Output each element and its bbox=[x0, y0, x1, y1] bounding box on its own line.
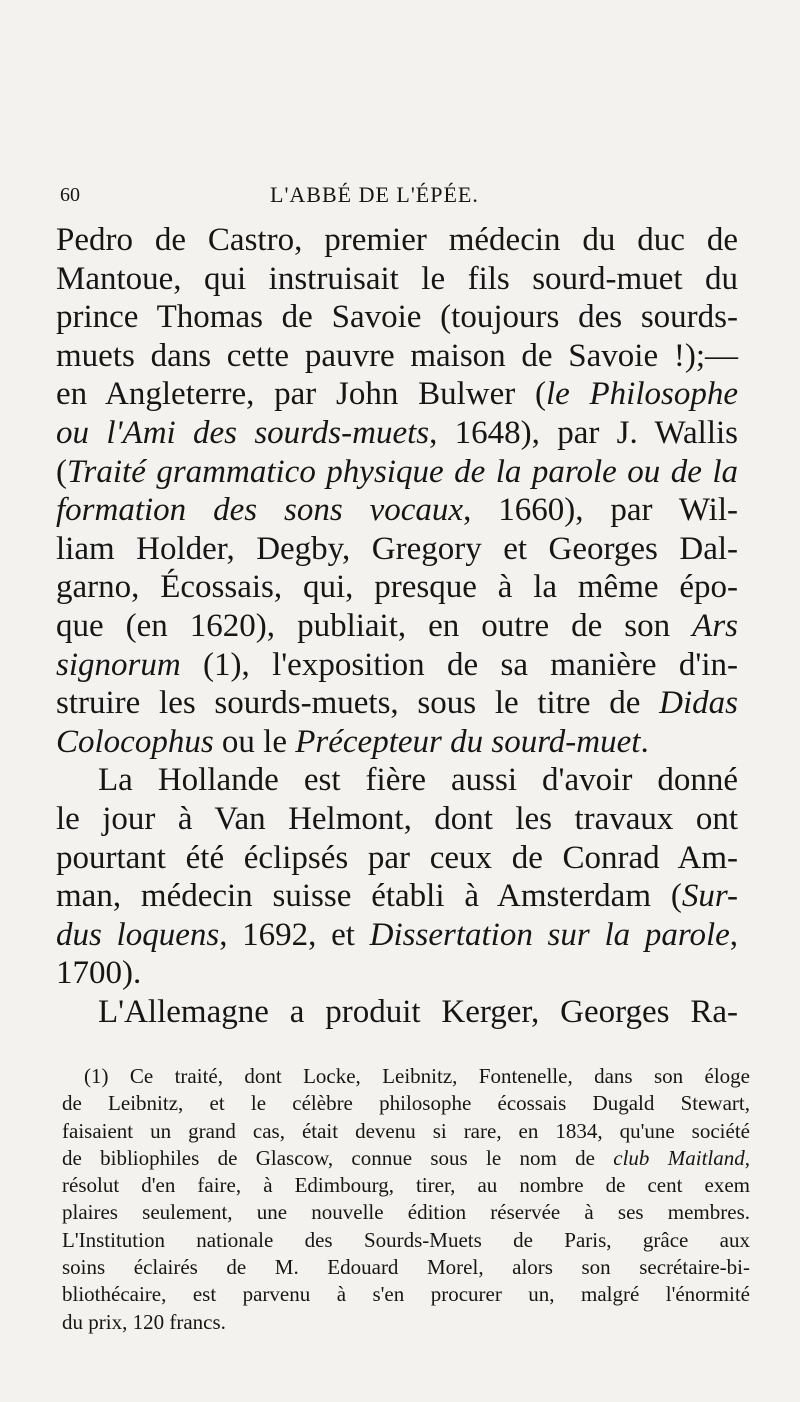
footnote-line: (1) Ce traité, dont Locke, Leibnitz, Fontenelle, dans son éloge bbox=[84, 1064, 750, 1088]
page-number: 60 bbox=[60, 184, 80, 206]
footnote-line: plaires seulement, une nouvelle édition réservée à ses membres. bbox=[62, 1200, 750, 1225]
body-line: garno, Écossais, qui, presque à la même épo- bbox=[56, 569, 738, 606]
body-line: formation des sons vocaux, 1660), par Wil- bbox=[56, 492, 739, 529]
body-line: pourtant été éclipsés par ceux de Conrad Am- bbox=[56, 839, 738, 876]
footnote-line: du prix, 120 francs. bbox=[62, 1309, 226, 1334]
footnote-line: soins éclairés de M. Edouard Morel, alors son secrétaire-bi- bbox=[62, 1255, 750, 1280]
body-line: signorum (1), l'exposition de sa manière d'in- bbox=[56, 646, 738, 683]
footnote-line: de bibliophiles de Glascow, connue sous le nom de club Maitland, bbox=[62, 1145, 750, 1170]
footnote-line: de Leibnitz, et le célèbre philosophe écossais Dugald Stewart, bbox=[62, 1091, 750, 1116]
body-line: muets dans cette pauvre maison de Savoie !);— bbox=[56, 337, 738, 374]
footnote-line: L'Institution nationale des Sourds-Muets de Paris, grâce aux bbox=[62, 1227, 750, 1252]
body-line: man, médecin suisse établi à Amsterdam (Sur- bbox=[56, 878, 738, 915]
body-line: prince Thomas de Savoie (toujours des sourds- bbox=[56, 299, 738, 336]
body-line: le jour à Van Helmont, dont les travaux ont bbox=[56, 800, 738, 837]
body-line: Mantoue, qui instruisait le fils sourd-muet du bbox=[56, 260, 738, 297]
body-line: liam Holder, Degby, Gregory et Georges Dal- bbox=[56, 530, 738, 567]
body-line: L'Allemagne a produit Kerger, Georges Ra- bbox=[98, 993, 738, 1030]
body-text bbox=[56, 221, 738, 1031]
footnote-line: résolut d'en faire, à Edimbourg, tirer, au nombre de cent exem bbox=[62, 1173, 750, 1198]
body-line: struire les sourds-muets, sous le titre de Didas bbox=[56, 685, 738, 722]
footnote bbox=[62, 1063, 750, 1336]
footnote-line: bliothécaire, est parvenu à s'en procurer un, malgré l'énormité bbox=[62, 1282, 750, 1307]
body-line: Pedro de Castro, premier médecin du duc de bbox=[56, 222, 738, 258]
body-line: 1700). bbox=[56, 955, 142, 992]
body-line: que (en 1620), publiait, en outre de son Ars bbox=[56, 607, 738, 644]
body-line: en Angleterre, par John Bulwer (le Philosophe bbox=[56, 376, 738, 413]
body-line: (Traité grammatico physique de la parole ou de la bbox=[56, 453, 738, 490]
body-line: dus loquens, 1692, et Dissertation sur la parole, bbox=[56, 916, 739, 953]
page-header bbox=[60, 178, 740, 218]
running-title: L'ABBÉ DE L'ÉPÉE. bbox=[270, 182, 479, 207]
footnote-line: faisaient un grand cas, était devenu si rare, en 1834, qu'une société bbox=[62, 1118, 750, 1143]
body-line: La Hollande est fière aussi d'avoir donné bbox=[98, 762, 738, 799]
body-line: Colocophus ou le Précepteur du sourd-muet. bbox=[56, 723, 649, 760]
body-line: ou l'Ami des sourds-muets, 1648), par J. Wallis bbox=[56, 414, 738, 451]
